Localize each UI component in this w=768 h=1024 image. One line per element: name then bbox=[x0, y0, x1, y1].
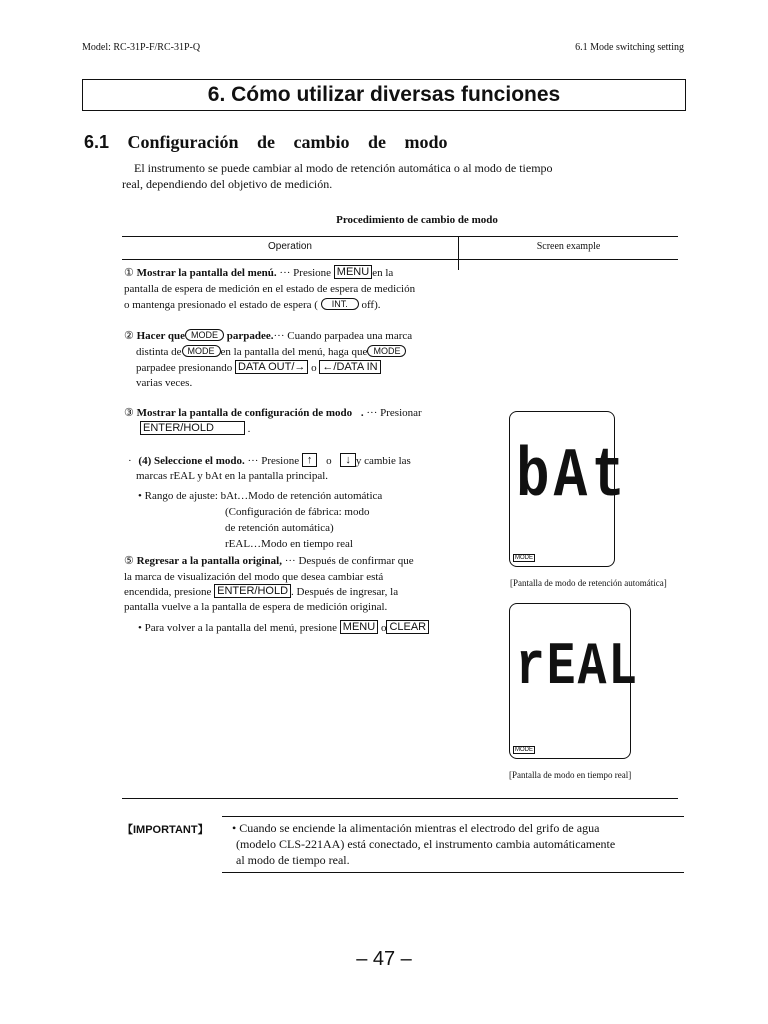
range-bullet: • Rango de ajuste: bAt…Modo de retención automática bbox=[138, 490, 383, 502]
clear-key: CLEAR bbox=[386, 620, 429, 634]
col-operation: Operation bbox=[268, 241, 312, 252]
bullet-icon: • bbox=[232, 821, 237, 835]
bullet-icon: • bbox=[138, 622, 142, 634]
step-5-number: ⑤ bbox=[124, 555, 134, 567]
caption-bat: [Pantalla de modo de retención automática] bbox=[510, 578, 667, 588]
col-screen: Screen example bbox=[536, 241, 601, 252]
step-4-line-2: marcas rEAL y bAt en la pantalla principal. bbox=[136, 470, 329, 482]
chapter-title: 6. Cómo utilizar diversas funciones bbox=[207, 83, 561, 106]
caption-real: [Pantalla de modo en tiempo real] bbox=[509, 770, 632, 780]
step-1-line-3: o mantenga presionado el estado de espera ( INT. off). bbox=[124, 299, 381, 311]
section-number: 6.1 bbox=[84, 132, 110, 152]
menu-key: MENU bbox=[334, 265, 372, 279]
important-top-rule bbox=[222, 816, 684, 817]
step-5-line-4: pantalla vuelve a la pantalla de espera de medición original. bbox=[124, 601, 388, 613]
important-label: 【IMPORTANT】 bbox=[122, 824, 209, 836]
step-5-title: Regresar a la pantalla original, bbox=[136, 555, 282, 567]
step-3-line-1: ③ Mostrar la pantalla de configuración de modo . ··· Presionar bbox=[124, 407, 422, 419]
important-bottom-rule bbox=[222, 872, 684, 873]
intro-line-1: El instrumento se puede cambiar al modo de retención automática o al modo de tiempo bbox=[134, 161, 553, 175]
step-5-bullet: • Para volver a la pantalla del menú, presione MENU o CLEAR bbox=[138, 620, 429, 636]
table-bottom-rule bbox=[122, 798, 678, 799]
header-model: Model: RC-31P-F/RC-31P-Q bbox=[82, 42, 201, 53]
step-2-number: ② bbox=[124, 330, 134, 342]
bullet-icon: • bbox=[138, 490, 142, 502]
section-title: Configuración de cambio de modo bbox=[127, 132, 448, 152]
step-4-title: (4) Seleccione el modo. bbox=[138, 455, 245, 467]
mode-badge: MODE bbox=[515, 555, 533, 561]
enter-hold-key: ENTER/HOLD bbox=[214, 584, 291, 598]
step-3-line-2: ENTER/HOLD . bbox=[140, 421, 250, 437]
header-section-ref: 6.1 Mode switching setting bbox=[575, 42, 684, 53]
step-2-line-2: distinta de MODE en la pantalla del menú, haga que MODE bbox=[136, 344, 406, 360]
range-line-4: rEAL…Modo en tiempo real bbox=[225, 538, 353, 550]
data-out-key: DATA OUT/→ bbox=[235, 360, 308, 374]
procedure-table-header bbox=[122, 236, 678, 260]
step-2-line-4: varias veces. bbox=[136, 377, 193, 389]
step-5-line-1: ⑤ Regresar a la pantalla original, ··· Después de confirmar que bbox=[124, 555, 414, 567]
menu-key: MENU bbox=[340, 620, 378, 634]
important-text: • Cuando se enciende la alimentación mientras el electrodo del grifo de agua (modelo CLS-221AA) está conectado, el instrumento cambia automáticamente al modo de tiempo real. bbox=[232, 821, 616, 867]
int-key: INT. bbox=[321, 298, 359, 310]
chapter-title-box bbox=[82, 79, 686, 111]
step-1-line-1: ① Mostrar la pantalla del menú. ··· Presione MENU en la bbox=[124, 266, 394, 279]
step-2-line-3: parpadee presionando DATA OUT/→ o ←/DATA IN bbox=[136, 360, 381, 376]
step-1-line-2: pantalla de espera de medición en el estado de espera de medición bbox=[124, 283, 416, 295]
section-heading bbox=[84, 132, 448, 153]
mode-key: MODE bbox=[185, 329, 224, 341]
intro-line-2: real, dependiendo del objetivo de medición. bbox=[122, 177, 333, 191]
range-line-3: de retención automática) bbox=[225, 522, 334, 534]
step-1-number: ① bbox=[124, 267, 134, 279]
step-5-line-2: la marca de visualización del modo que desea cambiar está bbox=[124, 571, 384, 583]
procedure-title: Procedimiento de cambio de modo bbox=[336, 214, 498, 226]
lcd-text-bat: bAt bbox=[516, 436, 629, 516]
lcd-screen-bat bbox=[509, 411, 629, 567]
lcd-text-real: rEAL bbox=[516, 634, 640, 702]
enter-hold-key: ENTER/HOLD bbox=[140, 421, 245, 435]
up-key: ↑ bbox=[302, 453, 318, 467]
step-2-line-1: ② Hacer que MODE parpadee.··· Cuando parpadea una marca bbox=[124, 330, 413, 342]
range-line-2: (Configuración de fábrica: modo bbox=[225, 506, 370, 518]
step-5-line-3: encendida, presione ENTER/HOLD . Después de ingresar, la bbox=[124, 585, 399, 598]
data-in-key: ←/DATA IN bbox=[319, 360, 380, 374]
mode-key: MODE bbox=[182, 345, 221, 357]
step-1-title: Mostrar la pantalla del menú. bbox=[136, 267, 277, 279]
lcd-screen-real bbox=[509, 603, 640, 759]
col-divider-tail bbox=[458, 258, 459, 270]
step-3-number: ③ bbox=[124, 407, 134, 419]
mode-key: MODE bbox=[367, 345, 406, 357]
down-key: ↓ bbox=[340, 453, 356, 467]
mode-badge: MODE bbox=[515, 747, 533, 753]
page-number: – 47 – bbox=[356, 948, 412, 970]
step-4-line-1: · (4) Seleccione el modo. ··· Presione ↑ o ↓ y cambie las bbox=[128, 454, 411, 467]
